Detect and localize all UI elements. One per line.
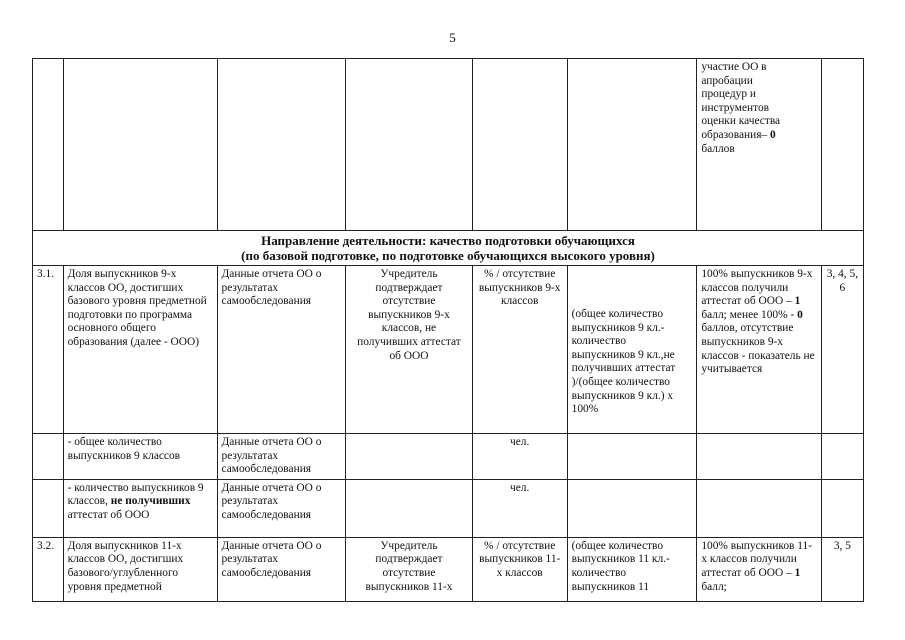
confirmation-text: Учредитель подтверждает отсутствие выпускников 9-х классов, не получивших аттестат об ООО (346, 266, 473, 434)
indicator-text: Доля выпускников 11-х классов ОО, достигших базового/углубленного уровня предметной (63, 537, 217, 601)
cell-criteria-continuation: участие ОО в апробации процедур и инструментов оценки качества образования– 0 баллов (697, 59, 821, 231)
cell-empty (697, 479, 821, 537)
indicator-text: - общее количество выпускников 9 классов (63, 434, 217, 480)
formula-text: (общее количество выпускников 9 кл.-количество выпускников 9 кл.,не получивших аттестат )/(общее количество выпускников 9 кл.) х 100% (567, 266, 697, 434)
cell-empty (346, 434, 473, 480)
formula-text: (общее количество выпускников 11 кл.-количество выпускников 11 (567, 537, 697, 601)
row-number: 3.1. (33, 266, 64, 434)
cell-empty (567, 479, 697, 537)
data-source: Данные отчета ОО о результатах самообследования (217, 266, 346, 434)
unit-text: % / отсутствие выпускников 11-х классов (472, 537, 567, 601)
cell-empty (63, 59, 217, 231)
cell-empty (33, 434, 64, 480)
cell-empty (33, 59, 64, 231)
cell-empty (821, 479, 863, 537)
cell-empty (472, 59, 567, 231)
cell-empty (567, 434, 697, 480)
cell-empty (567, 59, 697, 231)
table-row-continuation (33, 59, 864, 231)
indicator-text: - количество выпускников 9 классов, не получивших аттестат об ООО (63, 479, 217, 537)
data-source: Данные отчета ОО о результатах самообследования (217, 434, 346, 480)
row-number: 3.2. (33, 537, 64, 601)
scoring-criteria: 100% выпускников 9-х классов получили аттестат об ООО – 1 балл; менее 100% - 0 баллов, отсутствие выпускников 9-х классов - показатель не учитывается (697, 266, 821, 434)
scoring-criteria: 100% выпускников 11-х классов получили аттестат об ООО – 1 балл; (697, 537, 821, 601)
cell-empty (346, 479, 473, 537)
data-source: Данные отчета ОО о результатах самообследования (217, 537, 346, 601)
table-row-3-1 (33, 266, 864, 434)
cell-empty (217, 59, 346, 231)
confirmation-text: Учредитель подтверждает отсутствие выпускников 11-х (346, 537, 473, 601)
indicator-text: Доля выпускников 9-х классов ОО, достигших базового уровня предметной подготовки по программа основного общего образования (далее - ООО) (63, 266, 217, 434)
cell-empty (33, 479, 64, 537)
table-row-3-2 (33, 537, 864, 601)
table-row-total9 (33, 434, 864, 480)
cell-empty (697, 434, 821, 480)
section-heading: Направление деятельности: качество подготовки обучающихся (по базовой подготовке, по подготовке обучающихся высокого уровня) (33, 231, 864, 266)
reference-numbers: 3, 4, 5, 6 (821, 266, 863, 434)
document-table (32, 58, 864, 602)
cell-empty (821, 434, 863, 480)
table-row-no9 (33, 479, 864, 537)
unit-text: % / отсутствие выпускников 9-х классов (472, 266, 567, 434)
section-heading-row (33, 231, 864, 266)
data-source: Данные отчета ОО о результатах самообследования (217, 479, 346, 537)
unit-text: чел. (472, 434, 567, 480)
page-number: 5 (449, 30, 456, 45)
unit-text: чел. (472, 479, 567, 537)
cell-empty (346, 59, 473, 231)
cell-empty (821, 59, 863, 231)
reference-numbers: 3, 5 (821, 537, 863, 601)
